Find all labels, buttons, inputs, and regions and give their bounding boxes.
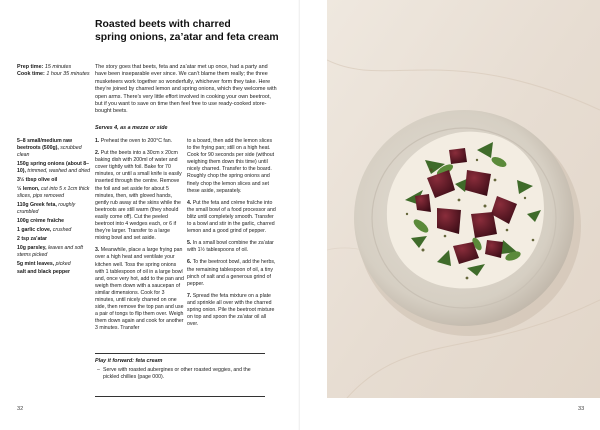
ingredient-item: 110g Greek feta, roughly crumbled [17, 201, 76, 216]
prep-time-label: Prep time: [17, 64, 44, 70]
tip-text: – Serve with roasted aubergines or other roasted veggies, and the pickled chillies (page 000). [95, 367, 265, 381]
recipe-title [95, 18, 295, 44]
ingredient-item: 3½ tbsp olive oil [17, 177, 58, 184]
method-column-1 [95, 138, 185, 337]
method-step: 1. Preheat the oven to 200°C fan. [95, 138, 173, 144]
prep-time-value: 15 minutes [44, 64, 72, 70]
ingredients-list [17, 138, 95, 278]
play-it-forward-box [95, 353, 265, 397]
ingredient-item: 100g crème fraîche [17, 217, 65, 224]
method-step: 3. Meanwhile, place a large frying pan over a high heat and ventilate your kitchen well. Toss the spring onions with 1 tablespoon of oil in a large bowl and, once very hot, add to the pan and weigh them down with a saucepan of similar dimensions. Cook for 3 minutes, until nicely charred on one side, then remove the top pan and use a pair of tongs to flip them over. Weigh them down again and cook for another 3 minutes. Transfer [95, 247, 184, 332]
cook-time [17, 71, 99, 78]
method-step: 2. Put the beets into a 30cm x 20cm baking dish with 200ml of water and cover tightly with foil. Bake for 70 minutes, or until a small knife is easily inserted through the centre. Remove the foil and set aside for about 5 minutes, then, with gloved hands, gently rub away at the skins while the beetroots are still warm (they should easily come off). Cut the peeled beetroot into 4 wedges each, or 6 if they’re larger. Transfer to a large mixing bowl and set aside. [95, 150, 182, 242]
tip-title: Play it forward: feta cream [95, 358, 163, 364]
ingredient-item: 2 tsp za’atar [17, 235, 47, 242]
serves-note: Serves 4, as a mezze or side [95, 125, 168, 131]
page-number-left: 32 [17, 406, 24, 412]
cook-time-label: Cook time: [17, 71, 45, 78]
method-column-2 [187, 138, 277, 333]
ingredient-item: 1 garlic clove, crushed [17, 226, 72, 233]
method-step: 6. To the beetroot bowl, add the herbs, the remaining tablespoon of oil, a tiny pinch of salt and a generous grind of pepper. [187, 259, 276, 287]
method-step-continued: to a board, then add the lemon slices to the frying pan; still on a high heat. Cook for 90 seconds per side (without weighing them down this time) until nicely charred. Transfer to the board. Roughly chop the spring onions and finely chop the lemon slices and set these aside, separately. [187, 138, 275, 194]
prep-time [17, 64, 99, 71]
cook-time-value: 1 hour 35 minutes [46, 71, 90, 78]
recipe-intro: The story goes that beets, feta and za’atar met up once, had a party and have been inseparable ever since. We can’t blame them really; the three musketeers work together so wonderfully, whichever form they take. Here they’re joined by charred lemon and spring onions, which they welcome with open arms. There’s very little effort involved in cooking your own beetroot, but if you want to save on time then feel free to use ready-cooked store-bought beets. [95, 64, 277, 115]
method-step: 7. Spread the feta mixture on a plate and sprinkle all over with the charred spring onion. Pile the beetroot mixture on top and spoon the za’atar oil all over. [187, 292, 275, 328]
method-step: 4. Put the feta and crème fraîche into the small bowl of a food processor and blitz until completely smooth. Transfer to a bowl and stir in the garlic, charred lemon and a good grind of pepper. [187, 199, 276, 235]
page-number-right: 33 [578, 406, 585, 412]
ingredient-item: 5–8 small/medium raw beetroots (500g), scrubbed clean [17, 138, 82, 159]
ingredient-item: 10g parsley, leaves and soft stems picked [17, 244, 83, 258]
ingredient-item: ½ lemon, cut into 5 x 1cm thick slices, pips removed [17, 185, 90, 200]
dish-photo [327, 0, 600, 398]
method-step: 5. In a small bowl combine the za’atar with 1½ tablespoons of oil. [187, 240, 274, 254]
title-line-1: Roasted beets with charred [95, 19, 231, 30]
ingredient-item: salt and black pepper [17, 269, 71, 276]
ingredient-item: 150g spring onions (about 8–10), trimmed, washed and dried [17, 161, 90, 175]
title-line-2: spring onions, za’atar and feta cream [95, 32, 279, 43]
timing-info [17, 64, 99, 79]
ingredient-item: 5g mint leaves, picked [17, 260, 71, 267]
